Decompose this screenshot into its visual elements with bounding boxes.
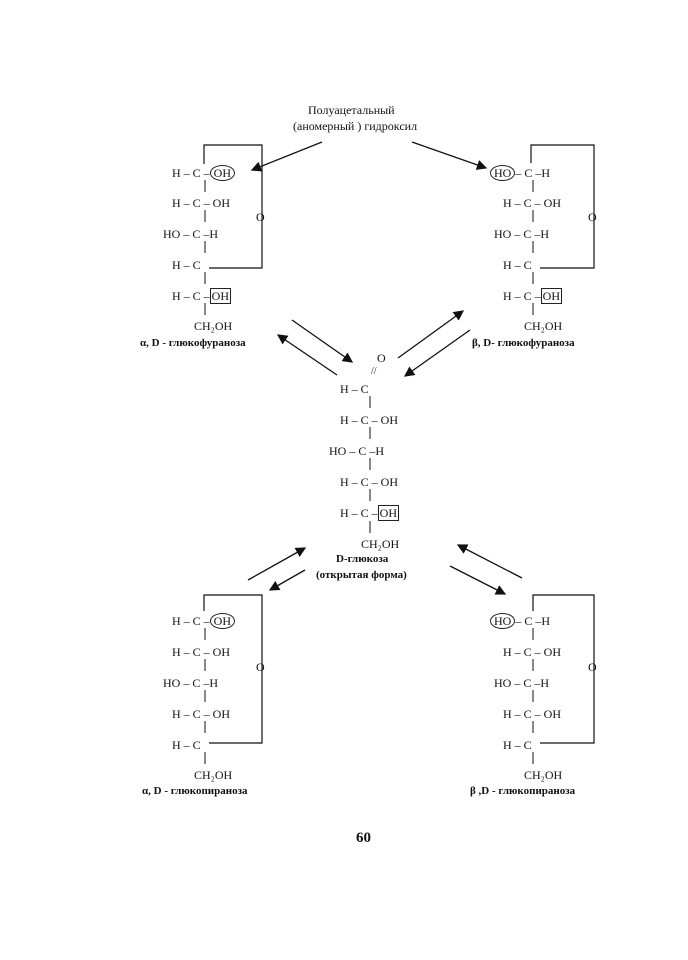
a-pyranose-row-5: H – C [172,738,201,752]
b-pyranose-ring-o: O [588,660,597,674]
a-furanose-row-1-text: H – C – [172,166,210,180]
a-furanose-row-4: H – C [172,258,201,272]
a-furanose-c5-oh: OH [211,289,230,303]
eq-arrow-open-to-apyr [270,570,305,590]
a-pyranose-row-4: H – C – OH [172,707,231,721]
open-chain-row-4: H – C – OH [340,475,399,489]
b-furanose-row-4: H – C [503,258,532,272]
a-pyranose-row-1-text: H – C – [172,614,210,628]
a-furanose-ch2oh: CH₂OH [194,319,233,333]
a-pyranose-ring-o: O [256,660,265,674]
open-chain-ch2oh: CH₂OH [361,537,400,551]
b-furanose-row-5 [503,290,562,302]
b-pyranose-caption: β ,D - глюкопираноза [470,785,576,797]
eq-arrow-open-to-bfur [398,311,463,358]
open-chain-caption-1: D-глюкоза [336,553,389,565]
a-pyranose-ch2oh: CH₂OH [194,768,233,782]
eq-arrow-open-to-bpyr [450,566,505,594]
b-furanose-row-1-text: – C –H [515,166,551,180]
b-furanose-row-2: H – C – OH [503,196,562,210]
b-pyranose-row-1-text: – C –H [515,614,551,628]
b-pyranose-anomeric-ho: HO [490,613,515,629]
a-furanose-anomeric-oh: OH [210,165,235,181]
b-pyranose-row-2: H – C – OH [503,645,562,659]
a-pyranose-anomeric-oh: OH [210,613,235,629]
a-pyranose-row-3: HO – C –H [163,676,219,690]
a-furanose-row-2: H – C – OH [172,196,231,210]
b-furanose-c5-oh: OH [542,289,561,303]
open-chain-caption-2: (открытая форма) [316,569,407,581]
eq-arrow-bfur-to-open [405,330,470,376]
b-furanose-row-3: HO – C –H [494,227,550,241]
b-furanose-row-1 [490,167,550,179]
b-pyranose-ch2oh: CH₂OH [524,768,563,782]
open-chain-row-5 [340,507,399,519]
eq-arrow-afur-to-open [292,320,352,362]
open-chain-double-bond: // [371,366,377,377]
a-pyranose-caption: α, D - глюкопираноза [142,785,248,797]
b-pyranose-row-1 [490,615,550,627]
annotation-line2: (аномерный ) гидроксил [293,119,418,133]
b-furanose-anomeric-ho: HO [490,165,515,181]
a-pyranose-row-1 [172,615,235,627]
open-chain-row-5-text: H – C – [340,506,378,520]
open-chain-c5-oh: OH [379,506,398,520]
b-furanose-caption: β, D- глюкофураноза [472,337,575,349]
b-furanose-ch2oh: CH₂OH [524,319,563,333]
annotation-line1: Полуацетальный [308,103,395,117]
page-number: 60 [356,830,371,846]
a-pyranose-row-2: H – C – OH [172,645,231,659]
a-furanose-row-3: HO – C –H [163,227,219,241]
annotation-arrow-right [412,142,486,168]
a-furanose-row-1 [172,167,235,179]
open-chain-row-3: HO – C –H [329,444,385,458]
b-furanose-row-5-text: H – C – [503,289,541,303]
a-furanose-row-5-text: H – C – [172,289,210,303]
open-chain-row-1: H – C [340,382,369,396]
eq-arrow-bpyr-to-open [458,545,522,578]
eq-arrow-open-to-afur [278,335,337,375]
open-chain-row-2: H – C – OH [340,413,399,427]
a-furanose-ring-o: O [256,210,265,224]
b-pyranose-row-4: H – C – OH [503,707,562,721]
b-furanose-ring-o: O [588,210,597,224]
open-chain-o: O [377,351,386,365]
a-furanose-row-5 [172,290,231,302]
b-pyranose-row-5: H – C [503,738,532,752]
b-pyranose-row-3: HO – C –H [494,676,550,690]
a-furanose-caption: α, D - глюкофураноза [140,337,246,349]
